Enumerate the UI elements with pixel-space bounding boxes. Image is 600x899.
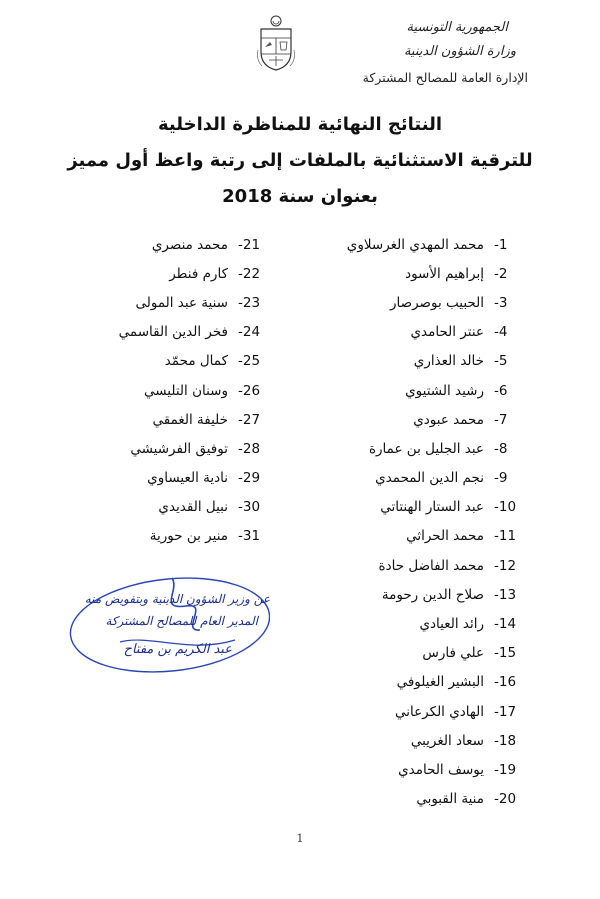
item-name: محمد منصري xyxy=(151,236,228,253)
item-name: الهادي الكرعاني xyxy=(394,703,484,720)
item-name: توفيق الفرشيشي xyxy=(130,440,228,457)
list-item xyxy=(347,609,530,638)
list-item xyxy=(119,405,272,434)
item-name: الحبيب بوصرصار xyxy=(389,294,484,311)
item-name: البشير الغيلوفي xyxy=(396,674,484,691)
item-name: كارم فنطر xyxy=(169,265,228,282)
item-name: عبد الجليل بن عمارة xyxy=(368,440,484,457)
list-item xyxy=(347,493,530,522)
item-number: -23 xyxy=(238,294,261,311)
header-ministry: وزارة الشؤون الدينية xyxy=(403,44,516,59)
list-item xyxy=(119,230,272,259)
item-name: محمد الحراثي xyxy=(406,528,484,545)
item-name: يوسف الحامدي xyxy=(398,761,484,778)
item-number: -13 xyxy=(494,586,517,603)
item-name: وسنان التليسي xyxy=(144,382,228,399)
list-item xyxy=(347,668,530,697)
list-item xyxy=(119,464,272,493)
item-name: رشيد الشتيوي xyxy=(405,382,484,399)
item-name: إبراهيم الأسود xyxy=(405,265,484,282)
item-name: منير بن حورية xyxy=(149,528,228,545)
list-item xyxy=(347,639,530,668)
item-number: -12 xyxy=(494,557,517,574)
signature-name: عبد الكريم بن مفتاح xyxy=(123,642,232,657)
list-item xyxy=(347,230,530,259)
tunisia-coat-of-arms-icon xyxy=(256,14,296,72)
item-name: رائد العيادي xyxy=(419,616,484,633)
item-number: -15 xyxy=(494,645,517,662)
item-name: كمال محمّد xyxy=(164,353,228,370)
header-republic: الجمهورية التونسية xyxy=(406,20,508,35)
list-item xyxy=(347,464,530,493)
item-number: -21 xyxy=(238,236,261,253)
results-list-left xyxy=(119,230,272,551)
list-item xyxy=(347,522,530,551)
item-number: -22 xyxy=(238,265,261,282)
item-name: خليفة الغمقي xyxy=(152,411,228,428)
list-item xyxy=(347,697,530,726)
list-item xyxy=(347,434,530,463)
item-number: -10 xyxy=(494,499,517,516)
signature-line-2: المدير العام للمصالح المشتركة xyxy=(105,614,258,628)
item-number: -27 xyxy=(238,411,261,428)
list-item xyxy=(347,259,530,288)
item-number: -11 xyxy=(494,528,517,545)
item-number: -26 xyxy=(238,382,261,399)
item-name: عبد الستار الهنتاتي xyxy=(380,499,484,516)
signature-stamp xyxy=(60,570,270,680)
list-item xyxy=(347,318,530,347)
item-number: -3 xyxy=(494,294,508,311)
item-name: منية القبوبي xyxy=(416,791,484,808)
list-item xyxy=(347,376,530,405)
item-number: -29 xyxy=(238,470,261,487)
item-number: -5 xyxy=(494,353,508,370)
list-item xyxy=(347,726,530,755)
list-item xyxy=(347,785,530,814)
document-year-line: بعنوان سنة 2018 xyxy=(222,186,378,207)
list-item xyxy=(347,405,530,434)
item-number: -4 xyxy=(494,324,508,341)
list-item xyxy=(347,580,530,609)
item-number: -9 xyxy=(494,470,508,487)
item-number: -25 xyxy=(238,353,261,370)
list-item xyxy=(119,259,272,288)
list-item xyxy=(119,493,272,522)
list-item xyxy=(119,288,272,317)
results-list-right xyxy=(347,230,530,814)
item-name: علي فارس xyxy=(422,645,484,662)
list-item xyxy=(119,318,272,347)
list-item xyxy=(347,551,530,580)
item-number: -17 xyxy=(494,703,517,720)
item-name: سعاد الغريبي xyxy=(410,732,484,749)
item-number: -20 xyxy=(494,791,517,808)
item-name: عنتر الحامدي xyxy=(410,324,484,341)
item-name: سنية عبد المولى xyxy=(135,294,228,311)
item-name: فخر الدين القاسمي xyxy=(118,324,228,341)
item-number: -30 xyxy=(238,499,261,516)
item-name: محمد المهدي الغرسلاوي xyxy=(346,236,484,253)
item-name: نبيل القديدي xyxy=(158,499,228,516)
list-item xyxy=(119,434,272,463)
document-subtitle: للترقية الاستثنائية بالملفات إلى رتبة واعظ أول مميز xyxy=(67,150,533,171)
item-name: خالد العذاري xyxy=(413,353,484,370)
item-number: -2 xyxy=(494,265,508,282)
item-name: نادية العيساوي xyxy=(147,470,228,487)
list-item xyxy=(119,522,272,551)
item-number: -19 xyxy=(494,761,517,778)
item-number: -14 xyxy=(494,616,517,633)
item-number: -8 xyxy=(494,440,508,457)
item-number: -7 xyxy=(494,411,508,428)
item-number: -28 xyxy=(238,440,261,457)
item-name: صلاح الدين رحومة xyxy=(381,586,484,603)
item-number: -16 xyxy=(494,674,517,691)
item-number: -6 xyxy=(494,382,508,399)
list-item xyxy=(347,347,530,376)
item-number: -24 xyxy=(238,324,261,341)
document-title: النتائج النهائية للمناظرة الداخلية xyxy=(158,114,442,135)
item-number: -18 xyxy=(494,732,517,749)
list-item xyxy=(119,376,272,405)
list-item xyxy=(347,288,530,317)
signature-line-1: عن وزير الشؤون الدينية وبتفويض منه xyxy=(84,592,270,606)
item-number: -1 xyxy=(494,236,508,253)
item-number: -31 xyxy=(238,528,261,545)
header-directorate: الإدارة العامة للمصالح المشتركة xyxy=(362,70,528,85)
item-name: محمد عبودي xyxy=(413,411,484,428)
item-name: نجم الدين المحمدي xyxy=(375,470,484,487)
page-number: 1 xyxy=(296,832,304,845)
list-item xyxy=(347,755,530,784)
list-item xyxy=(119,347,272,376)
item-name: محمد الفاضل حادة xyxy=(378,557,484,574)
